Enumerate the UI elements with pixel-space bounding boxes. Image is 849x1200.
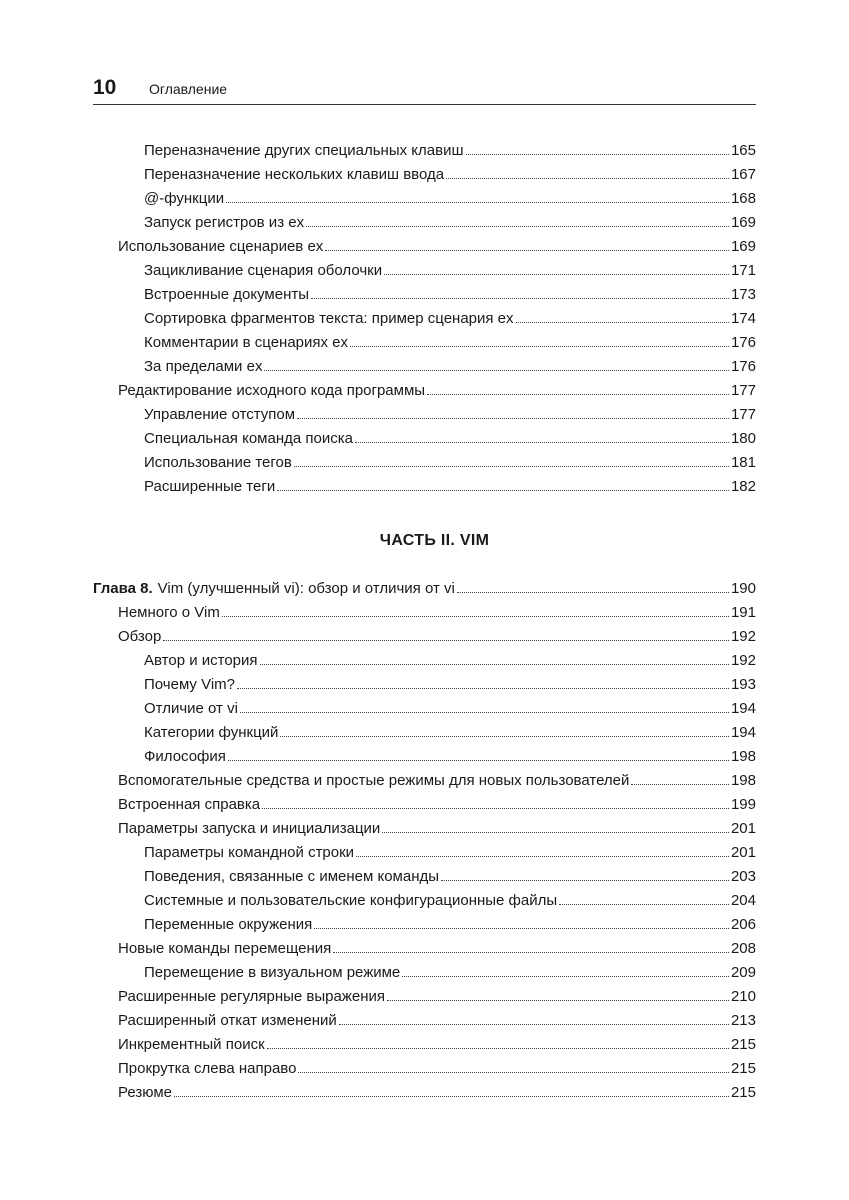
toc-entry-title: [118, 940, 331, 957]
toc-entry: [93, 1036, 756, 1060]
toc-entry-title: [118, 988, 385, 1005]
page-header: [93, 74, 756, 104]
dot-leader: [163, 640, 729, 641]
toc-entry: [93, 214, 756, 238]
dot-leader: [402, 976, 729, 977]
dot-leader: [356, 856, 729, 857]
dot-leader: [228, 760, 729, 761]
toc-entry-text: Параметры командной строки: [144, 844, 355, 861]
toc-entry: [93, 1060, 756, 1084]
toc-entry-text: Категории функций: [144, 724, 279, 741]
table-of-contents: [93, 142, 756, 1108]
toc-entry-title: [144, 868, 439, 885]
toc-page-number: 169: [730, 238, 756, 255]
toc-entry-title: [144, 724, 278, 741]
toc-entry-text: Немного о Vim: [118, 604, 220, 621]
toc-entry-text: Редактирование исходного кода программы: [118, 382, 426, 399]
toc-page-number: 192: [730, 628, 756, 645]
toc-entry: [93, 724, 756, 748]
toc-entry: [93, 382, 756, 406]
toc-entry-title: [118, 1036, 265, 1053]
toc-entry-title: [144, 892, 557, 909]
dot-leader: [350, 346, 729, 347]
toc-section-bottom: [93, 580, 756, 1108]
toc-entry-text: Инкрементный поиск: [118, 1036, 265, 1053]
toc-entry-text: Перемещение в визуальном режиме: [144, 964, 401, 981]
toc-page-number: 209: [730, 964, 756, 981]
toc-entry: [93, 964, 756, 988]
toc-page-number: 177: [730, 382, 756, 399]
toc-entry-title: [144, 652, 258, 669]
toc-entry-title: [144, 844, 354, 861]
dot-leader: [333, 952, 729, 953]
toc-entry-text: Новые команды перемещения: [118, 940, 332, 957]
dot-leader: [226, 202, 729, 203]
dot-leader: [267, 1048, 729, 1049]
header-rule: [93, 104, 756, 105]
toc-entry: [93, 262, 756, 286]
toc-entry: [93, 700, 756, 724]
toc-page-number: 194: [730, 724, 756, 741]
toc-page-number: 206: [730, 916, 756, 933]
toc-entry-title: [118, 820, 380, 837]
toc-entry-text: @-функции: [144, 190, 225, 207]
toc-entry-title: [144, 142, 464, 159]
toc-entry: [93, 190, 756, 214]
toc-entry-title: [144, 166, 444, 183]
toc-entry-text: Специальная команда поиска: [144, 430, 353, 447]
toc-entry: [93, 868, 756, 892]
toc-page-number: 215: [730, 1036, 756, 1053]
toc-entry: [93, 166, 756, 190]
dot-leader: [262, 808, 729, 809]
toc-page-number: 194: [730, 700, 756, 717]
toc-page-number: 213: [730, 1012, 756, 1029]
toc-entry-text: Переменные окружения: [144, 916, 313, 933]
dot-leader: [260, 664, 729, 665]
toc-entry-title: [144, 214, 304, 231]
dot-leader: [264, 370, 729, 371]
dot-leader: [240, 712, 729, 713]
toc-entry-text: Поведения, связанные с именем команды: [144, 868, 440, 885]
toc-entry-text: Вспомогательные средства и простые режимы для новых пользователей: [118, 772, 630, 789]
toc-entry-title: [144, 748, 226, 765]
toc-entry-text: Комментарии в сценариях ex: [144, 334, 349, 351]
toc-entry-title: [118, 772, 629, 789]
dot-leader: [382, 832, 729, 833]
toc-page-number: 181: [730, 454, 756, 471]
toc-entry-text: Сортировка фрагментов текста: пример сценария ex: [144, 310, 514, 327]
toc-entry-title: [118, 1084, 172, 1101]
toc-page-number: 215: [730, 1060, 756, 1077]
toc-entry: [93, 1012, 756, 1036]
toc-entry-title: [144, 190, 224, 207]
toc-entry: [93, 358, 756, 382]
toc-entry-text: Параметры запуска и инициализации: [118, 820, 381, 837]
toc-entry-title: [118, 238, 323, 255]
toc-page-number: 208: [730, 940, 756, 957]
toc-entry-title: [144, 286, 309, 303]
dot-leader: [384, 274, 729, 275]
dot-leader: [559, 904, 729, 905]
toc-page-number: 169: [730, 214, 756, 231]
toc-entry: [93, 820, 756, 844]
toc-entry-title: [118, 796, 260, 813]
toc-entry: [93, 844, 756, 868]
dot-leader: [306, 226, 729, 227]
toc-entry: [93, 580, 756, 604]
toc-entry-title: [118, 628, 161, 645]
toc-entry: [93, 604, 756, 628]
toc-page-number: 174: [730, 310, 756, 327]
toc-entry-title: [118, 1012, 337, 1029]
dot-leader: [280, 736, 729, 737]
toc-entry-text: Расширенные регулярные выражения: [118, 988, 386, 1005]
toc-page-number: 165: [730, 142, 756, 159]
toc-page-number: 182: [730, 478, 756, 495]
dot-leader: [277, 490, 729, 491]
dot-leader: [516, 322, 729, 323]
toc-entry-title: [118, 604, 220, 621]
dot-leader: [446, 178, 729, 179]
toc-entry-text: Почему Vim?: [144, 676, 236, 693]
dot-leader: [314, 928, 729, 929]
toc-page-number: 173: [730, 286, 756, 303]
toc-page-number: 210: [730, 988, 756, 1005]
toc-entry: [93, 892, 756, 916]
toc-page-number: 199: [730, 796, 756, 813]
toc-entry: [93, 286, 756, 310]
toc-page-number: 201: [730, 844, 756, 861]
toc-entry-title: [93, 580, 455, 597]
toc-page-number: 192: [730, 652, 756, 669]
dot-leader: [387, 1000, 729, 1001]
toc-page-number: 215: [730, 1084, 756, 1101]
toc-entry: [93, 142, 756, 166]
toc-entry-text: Встроенные документы: [144, 286, 310, 303]
toc-entry: [93, 430, 756, 454]
toc-page-number: 204: [730, 892, 756, 909]
toc-entry-title: [144, 310, 514, 327]
toc-page-number: 180: [730, 430, 756, 447]
toc-chapter-label: Глава 8.: [93, 580, 153, 597]
toc-entry-text: Переназначение других специальных клавиш: [144, 142, 464, 159]
dot-leader: [466, 154, 729, 155]
toc-entry: [93, 238, 756, 262]
dot-leader: [174, 1096, 729, 1097]
dot-leader: [355, 442, 729, 443]
dot-leader: [441, 880, 729, 881]
toc-entry: [93, 454, 756, 478]
toc-page-number: 203: [730, 868, 756, 885]
toc-page-number: 198: [730, 748, 756, 765]
toc-entry-text: Отличие от vi: [144, 700, 238, 717]
toc-entry-text: Встроенная справка: [118, 796, 261, 813]
toc-entry: [93, 988, 756, 1012]
toc-entry-text: Переназначение нескольких клавиш ввода: [144, 166, 445, 183]
toc-entry-text: Расширенные теги: [144, 478, 276, 495]
toc-entry-text: Автор и история: [144, 652, 258, 669]
toc-page-number: 167: [730, 166, 756, 183]
toc-entry: [93, 1084, 756, 1108]
running-head: Оглавление: [149, 81, 228, 97]
toc-page-number: 171: [730, 262, 756, 279]
page-number: 10: [93, 76, 117, 99]
part-title: ЧАСТЬ II. VIM: [379, 532, 490, 549]
dot-leader: [297, 418, 729, 419]
dot-leader: [222, 616, 729, 617]
toc-page-number: 168: [730, 190, 756, 207]
toc-entry-title: [144, 700, 238, 717]
toc-entry-title: [144, 406, 295, 423]
toc-entry-title: [144, 676, 235, 693]
dot-leader: [237, 688, 729, 689]
dot-leader: [339, 1024, 729, 1025]
toc-entry-title: [144, 430, 353, 447]
toc-entry-title: [118, 1060, 296, 1077]
dot-leader: [631, 784, 729, 785]
toc-page-number: 198: [730, 772, 756, 789]
toc-entry: [93, 334, 756, 358]
toc-entry-title: [118, 382, 425, 399]
toc-page-number: 193: [730, 676, 756, 693]
toc-entry-text: Философия: [144, 748, 226, 765]
toc-page-number: 190: [730, 580, 756, 597]
toc-entry-title: [144, 964, 400, 981]
toc-entry-title: [144, 478, 275, 495]
toc-page-number: 176: [730, 358, 756, 375]
toc-entry: [93, 916, 756, 940]
toc-entry-title: [144, 334, 348, 351]
toc-entry-text: Прокрутка слева направо: [118, 1060, 297, 1077]
toc-entry-text: Использование сценариев ex: [118, 238, 324, 255]
toc-entry-text: За пределами ex: [144, 358, 263, 375]
toc-entry-text: Резюме: [118, 1084, 172, 1101]
dot-leader: [298, 1072, 729, 1073]
toc-entry-text: Использование тегов: [144, 454, 292, 471]
toc-entry-title: [144, 358, 262, 375]
toc-entry-text: Системные и пользовательские конфигурационные файлы: [144, 892, 558, 909]
toc-entry-text: Управление отступом: [144, 406, 296, 423]
dot-leader: [311, 298, 729, 299]
toc-entry-title: [144, 262, 382, 279]
dot-leader: [457, 592, 729, 593]
dot-leader: [325, 250, 729, 251]
toc-entry-text: Обзор: [118, 628, 162, 645]
toc-page-number: 176: [730, 334, 756, 351]
toc-entry-text: Запуск регистров из ex: [144, 214, 305, 231]
toc-entry: [93, 652, 756, 676]
toc-entry: [93, 796, 756, 820]
toc-entry: [93, 478, 756, 502]
toc-section-top: [93, 142, 756, 502]
toc-entry: [93, 310, 756, 334]
dot-leader: [427, 394, 729, 395]
toc-page-number: 177: [730, 406, 756, 423]
toc-page-number: 201: [730, 820, 756, 837]
toc-entry: [93, 628, 756, 652]
toc-entry-text: Зацикливание сценария оболочки: [144, 262, 383, 279]
toc-entry: [93, 748, 756, 772]
toc-entry: [93, 406, 756, 430]
toc-entry: [93, 940, 756, 964]
dot-leader: [294, 466, 729, 467]
toc-entry-title: [144, 454, 292, 471]
toc-entry-title: [144, 916, 312, 933]
toc-entry: [93, 676, 756, 700]
toc-entry-text: Расширенный откат изменений: [118, 1012, 337, 1029]
toc-entry: [93, 772, 756, 796]
toc-entry-text: Vim (улучшенный vi): обзор и отличия от vi: [157, 580, 455, 597]
toc-page-number: 191: [730, 604, 756, 621]
